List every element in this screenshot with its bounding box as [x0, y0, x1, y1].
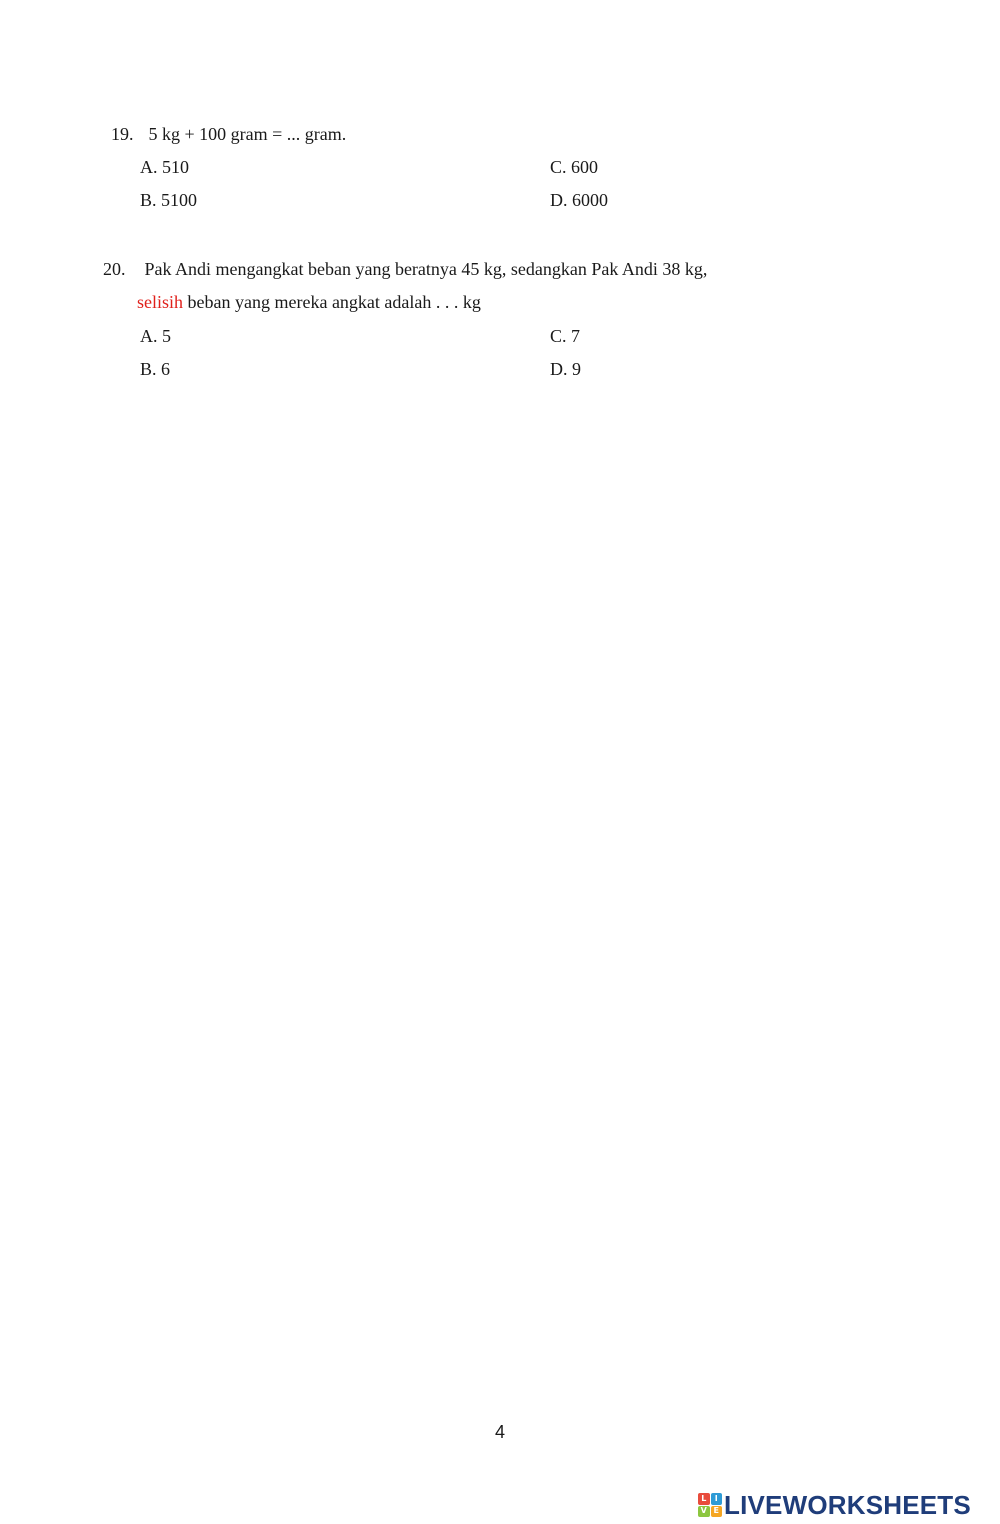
- logo-tile-v: V: [698, 1506, 710, 1518]
- brand-name: LIVEWORKSHEETS: [724, 1490, 971, 1520]
- question-text-line-2: beban yang mereka angkat adalah . . . kg: [183, 292, 481, 312]
- highlighted-word: selisih: [137, 292, 184, 312]
- logo-tile-i: I: [711, 1493, 723, 1505]
- question-20: [103, 258, 707, 280]
- question-20-line-2: [137, 291, 481, 313]
- liveworksheets-brand: [698, 1492, 971, 1518]
- option-d[interactable]: D. 9: [550, 359, 581, 379]
- question-text-line-1: Pak Andi mengangkat beban yang beratnya 45 kg, sedangkan Pak Andi 38 kg,: [144, 259, 708, 279]
- option-b[interactable]: B. 5100: [140, 190, 198, 210]
- question-number: 20.: [103, 259, 126, 279]
- logo-tile-e: E: [711, 1506, 723, 1518]
- option-c[interactable]: C. 600: [550, 157, 599, 177]
- logo-tile-l: L: [698, 1493, 710, 1505]
- option-c[interactable]: C. 7: [550, 326, 581, 346]
- question-19: [111, 123, 346, 145]
- option-a[interactable]: A. 510: [140, 157, 189, 177]
- page-number: 4: [494, 1422, 505, 1442]
- question-number: 19.: [111, 124, 134, 144]
- option-d[interactable]: D. 6000: [550, 190, 608, 210]
- liveworksheets-logo-icon: [698, 1493, 722, 1517]
- question-text: 5 kg + 100 gram = ... gram.: [148, 124, 347, 144]
- option-b[interactable]: B. 6: [140, 359, 171, 379]
- option-a[interactable]: A. 5: [140, 326, 171, 346]
